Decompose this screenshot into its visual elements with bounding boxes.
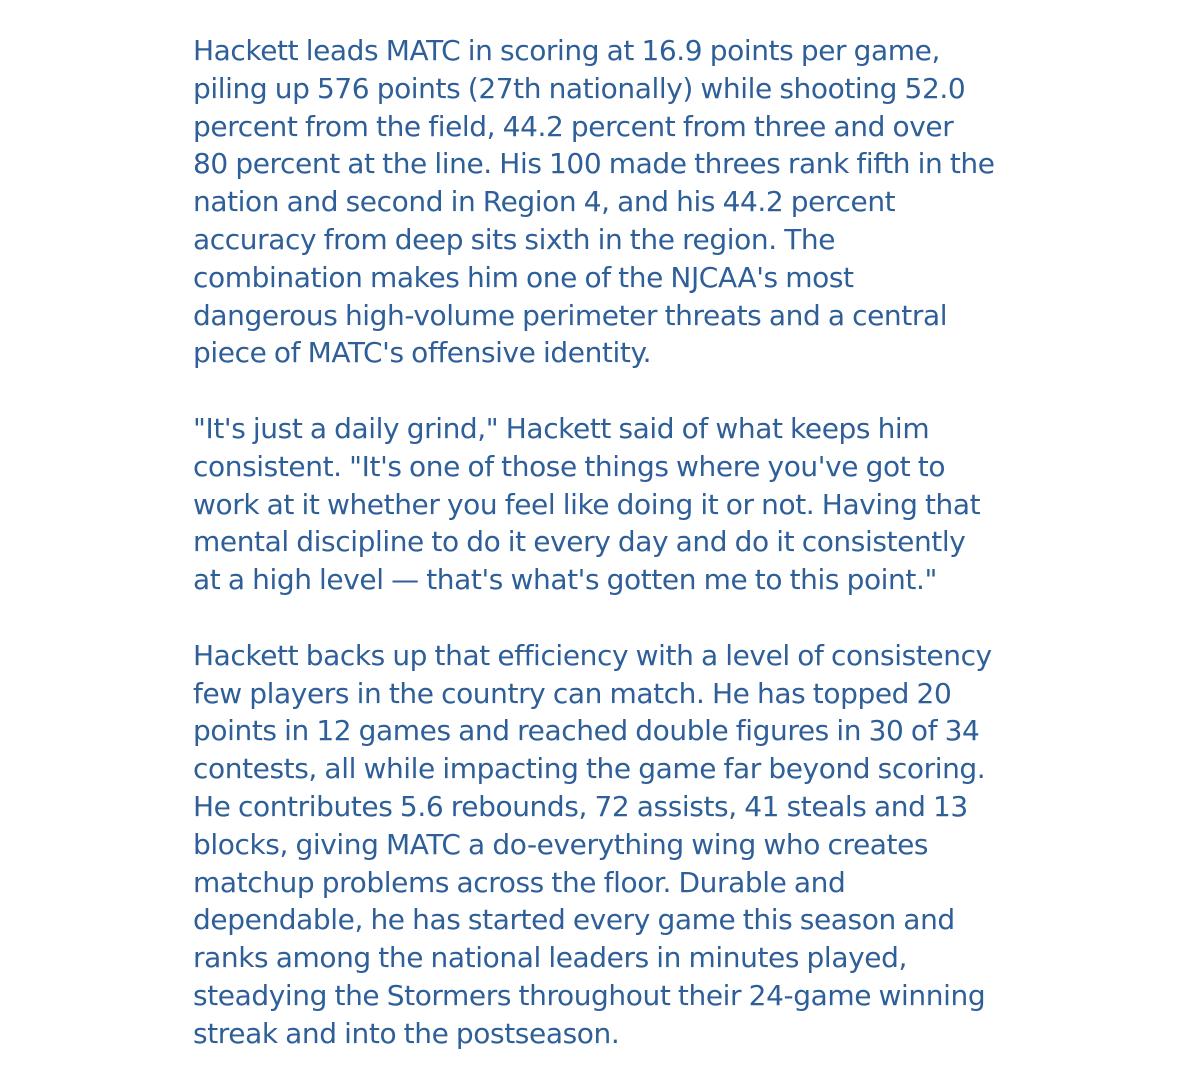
text-line: steadying the Stormers throughout their 24-game winning [193, 978, 986, 1012]
text-line: piling up 576 points (27th nationally) while shooting 52.0 [193, 71, 966, 105]
text-line: piece of MATC's offensive identity. [193, 336, 652, 370]
paragraph-quote [193, 410, 1053, 599]
text-line: streak and into the postseason. [193, 1016, 620, 1050]
text-line: He contributes 5.6 rebounds, 72 assists, 41 steals and 13 [193, 789, 968, 823]
text-line: at a high level — that's what's gotten me to this point." [193, 563, 937, 597]
text-line: ranks among the national leaders in minutes played, [193, 941, 907, 975]
paragraph-stats [193, 32, 1053, 372]
text-line: accuracy from deep sits sixth in the region. The [193, 222, 836, 256]
text-line: combination makes him one of the NJCAA's most [193, 260, 854, 294]
text-line: dangerous high-volume perimeter threats and a central [193, 298, 948, 332]
text-line: Hackett leads MATC in scoring at 16.9 points per game, [193, 34, 940, 67]
text-line: work at it whether you feel like doing it or not. Having that [193, 487, 981, 521]
text-line: consistent. "It's one of those things where you've got to [193, 449, 946, 483]
text-line: few players in the country can match. He has topped 20 [193, 676, 952, 710]
article-body [193, 32, 1053, 1053]
text-line: percent from the field, 44.2 percent from three and over [193, 109, 954, 143]
text-line: blocks, giving MATC a do-everything wing who creates [193, 827, 929, 861]
text-line: matchup problems across the floor. Durable and [193, 865, 846, 899]
text-line: mental discipline to do it every day and do it consistently [193, 525, 966, 559]
text-line: dependable, he has started every game this season and [193, 903, 955, 937]
text-line: "It's just a daily grind," Hackett said of what keeps him [193, 411, 930, 445]
text-line: nation and second in Region 4, and his 44.2 percent [193, 185, 896, 219]
text-line: contests, all while impacting the game far beyond scoring. [193, 752, 986, 786]
text-line: points in 12 games and reached double figures in 30 of 34 [193, 714, 980, 748]
text-line: 80 percent at the line. His 100 made threes rank fifth in the [193, 147, 995, 181]
text-line: Hackett backs up that efficiency with a level of consistency [193, 638, 992, 672]
paragraph-consistency [193, 637, 1053, 1053]
